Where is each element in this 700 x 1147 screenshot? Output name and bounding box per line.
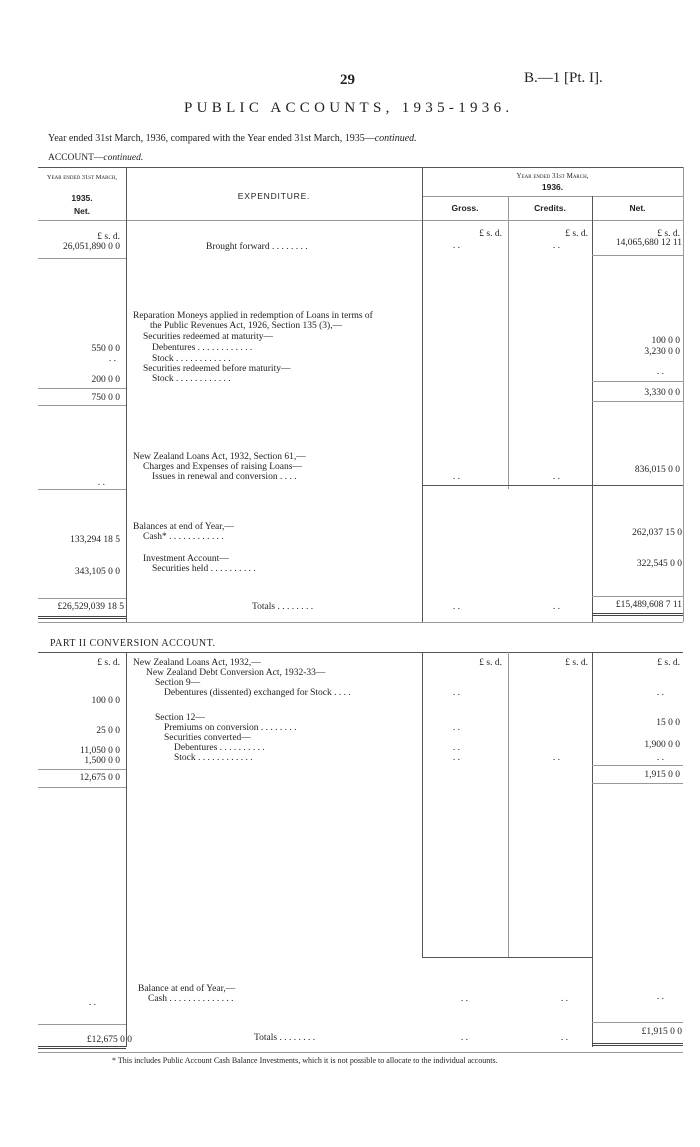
balances-cash-net: 262,037 15 0	[632, 528, 682, 538]
unit-credits: £ s. d.	[565, 229, 588, 239]
p2-dissented-prev: 100 0 0	[91, 696, 120, 706]
reparation-debentures-net: 100 0 0	[651, 336, 680, 346]
totals-credits: . .	[552, 602, 560, 612]
p2-debentures-label: Debentures . . . . . . . . . .	[174, 743, 265, 753]
investment-label: Investment Account—	[143, 554, 229, 564]
nzloans-line1: New Zealand Loans Act, 1932, Section 61,—	[133, 452, 306, 462]
totals-label: Totals . . . . . . . .	[252, 602, 314, 612]
p2-totals-net: £1,915 0 0	[641, 1027, 682, 1037]
page-reference: B.—1 [Pt. I].	[524, 70, 603, 86]
securities-label: Securities held . . . . . . . . . .	[152, 564, 256, 574]
part2-title: PART II CONVERSION ACCOUNT.	[50, 638, 216, 649]
subtitle-lead: Year ended 31st March, 1936, compared with the Year ended 31st March, 1935—	[48, 133, 375, 144]
p2-stock-label: Stock . . . . . . . . . . . .	[174, 753, 253, 763]
balances-cash-prev: 133,294 18 5	[70, 535, 120, 545]
p2-cash-prev: . .	[88, 998, 96, 1008]
header-prev-year-top: Year ended 31st March,	[46, 174, 118, 181]
header-expenditure: EXPENDITURE.	[237, 191, 311, 201]
p2-premiums-net: 15 0 0	[656, 718, 680, 728]
p2-totals-credits: . .	[560, 1033, 568, 1043]
totals-net: £15,489,608 7 11	[615, 600, 682, 610]
totals-gross: . .	[452, 602, 460, 612]
p2-balance-label: Balance at end of Year,—	[138, 984, 236, 994]
balances-cash-label: Cash* . . . . . . . . . . . .	[143, 532, 224, 542]
p2-totals-prev: £12,675 0 0	[86, 1035, 132, 1045]
p2-totals-gross: . .	[460, 1033, 468, 1043]
header-net: Net.	[629, 203, 646, 213]
brought-forward-gross: . .	[452, 241, 460, 251]
p2-unit-credits: £ s. d.	[565, 658, 588, 668]
p2-debentures-gross: . .	[452, 743, 460, 753]
p2-stock-net: . .	[656, 753, 664, 763]
reparation-line2: the Public Revenues Act, 1926, Section 135 (3),—	[150, 321, 343, 331]
subtitle-continued: continued.	[374, 133, 417, 144]
unit-gross: £ s. d.	[479, 229, 502, 239]
totals-prev: £26,529,039 18 5	[57, 602, 124, 612]
p2-stock-prev: 1,500 0 0	[84, 756, 120, 766]
p2-unit-net: £ s. d.	[657, 658, 680, 668]
account-label	[48, 153, 143, 163]
p2-stock-credits: . .	[552, 753, 560, 763]
p2-totals-label: Totals . . . . . . . .	[254, 1033, 316, 1043]
p2-cash-net: . .	[656, 992, 664, 1002]
p2-section12-label: Section 12—	[155, 713, 205, 723]
header-credits: Credits.	[534, 203, 566, 213]
brought-forward-credits: . .	[552, 241, 560, 251]
reparation-stock2-net: . .	[656, 367, 664, 377]
p2-cash-credits: . .	[560, 994, 568, 1004]
nzloans-gross: . .	[452, 472, 460, 482]
p2-dissented-gross: . .	[452, 688, 460, 698]
reparation-stock-net: 3,230 0 0	[644, 347, 680, 357]
main-title: PUBLIC ACCOUNTS, 1935-1936.	[184, 100, 514, 116]
brought-forward-prev: 26,051,890 0 0	[63, 242, 120, 252]
securities-prev: 343,105 0 0	[74, 567, 120, 577]
nzloans-net: 836,015 0 0	[634, 465, 680, 475]
unit-net: £ s. d.	[657, 229, 680, 239]
reparation-stock-label: Stock . . . . . . . . . . . .	[152, 354, 231, 364]
p2-premiums-label: Premiums on conversion . . . . . . . .	[164, 723, 297, 733]
p2-nzloans-label: New Zealand Loans Act, 1932,—	[133, 658, 261, 668]
p2-cash-label: Cash . . . . . . . . . . . . . .	[148, 994, 234, 1004]
p2-premiums-prev: 25 0 0	[96, 726, 120, 736]
subtitle	[48, 133, 417, 144]
reparation-debentures-prev: 550 0 0	[91, 344, 120, 354]
header-gross: Gross.	[451, 203, 479, 213]
p2-debentures-net: 1,900 0 0	[644, 740, 680, 750]
reparation-stock2-label: Stock . . . . . . . . . . . .	[152, 374, 231, 384]
p2-unit-gross: £ s. d.	[479, 658, 502, 668]
p2-dissented-label: Debentures (dissented) exchanged for Stock . . . .	[164, 688, 351, 698]
p2-debentures-prev: 11,050 0 0	[79, 746, 120, 756]
p2-subtotal-prev: 12,675 0 0	[79, 773, 120, 783]
brought-forward-net: 14,065,680 12 11	[615, 238, 682, 248]
p2-premiums-gross: . .	[452, 723, 460, 733]
reparation-stock2-prev: 200 0 0	[91, 375, 120, 385]
redeemed-before-label: Securities redeemed before maturity—	[143, 364, 291, 374]
reparation-total-net: 3,330 0 0	[644, 388, 680, 398]
account-label-text: ACCOUNT—	[48, 153, 104, 163]
balances-label: Balances at end of Year,—	[133, 522, 234, 532]
p2-stock-gross: . .	[452, 753, 460, 763]
account-continued: continued.	[103, 153, 144, 163]
header-prev-year: 1935.	[71, 193, 93, 203]
p2-dissented-net: . .	[656, 688, 664, 698]
footnote: * This includes Public Account Cash Balance Investments, which it is not possible to allocate to the individual accounts.	[112, 1056, 498, 1065]
reparation-line3: Securities redeemed at maturity—	[143, 332, 274, 342]
p2-converted-label: Securities converted—	[164, 733, 251, 743]
nzloans-line3: Issues in renewal and conversion . . . .	[152, 472, 297, 482]
unit-prev: £ s. d.	[97, 232, 120, 242]
header-curr-year: 1936.	[541, 182, 564, 192]
p2-section9-label: Section 9—	[155, 678, 201, 688]
p2-debt-conv-label: New Zealand Debt Conversion Act, 1932-33—	[146, 668, 326, 678]
page-number: 29	[340, 72, 355, 88]
p2-unit-prev: £ s. d.	[97, 658, 120, 668]
p2-subtotal-net: 1,915 0 0	[644, 770, 680, 780]
header-prev-net: Net.	[73, 206, 91, 216]
p2-cash-gross: . .	[460, 994, 468, 1004]
reparation-total-prev: 750 0 0	[91, 393, 120, 403]
nzloans-prev: . .	[97, 478, 105, 488]
header-curr-year-top: Year ended 31st March,	[516, 172, 589, 180]
reparation-line1: Reparation Moneys applied in redemption of Loans in terms of	[133, 311, 373, 321]
reparation-stock-prev: . .	[108, 354, 116, 364]
securities-net: 322,545 0 0	[636, 559, 682, 569]
reparation-debentures-label: Debentures . . . . . . . . . . . .	[152, 343, 253, 353]
brought-forward-label: Brought forward . . . . . . . .	[206, 242, 308, 252]
nzloans-line2: Charges and Expenses of raising Loans—	[143, 462, 302, 472]
nzloans-credits: . .	[552, 472, 560, 482]
